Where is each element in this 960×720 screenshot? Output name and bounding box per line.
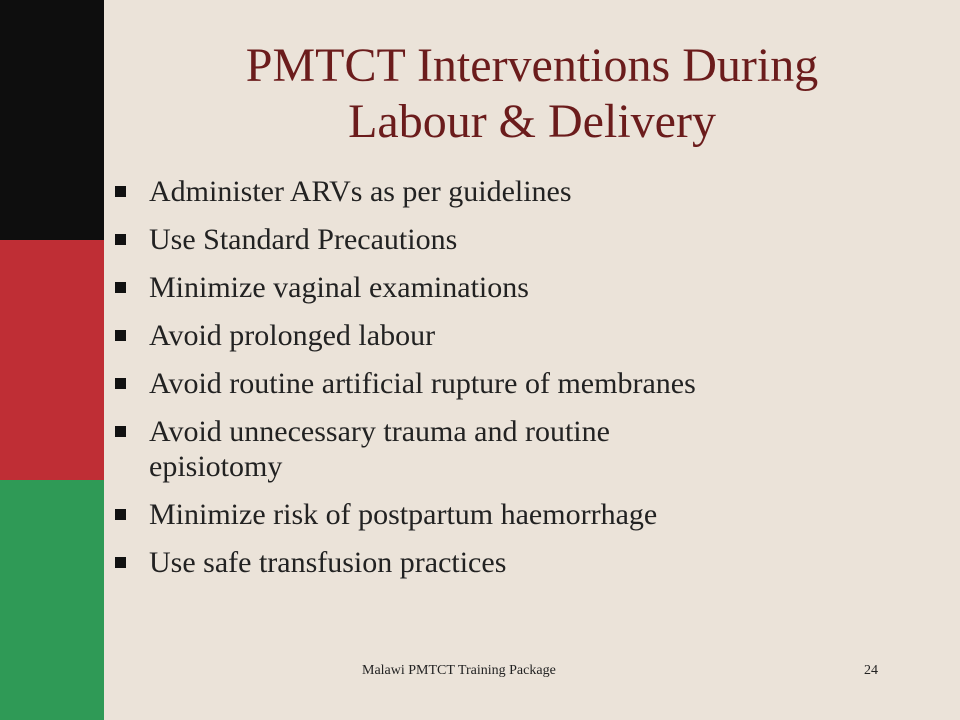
bullet-text: Minimize risk of postpartum haemorrhage [149,498,658,531]
square-bullet-icon [115,234,126,245]
bullet-list [115,174,895,593]
square-bullet-icon [115,378,126,389]
bullet-item [115,545,895,580]
bullet-item [115,222,895,257]
bullet-item [115,414,749,484]
square-bullet-icon [115,330,126,341]
bullet-text: Use safe transfusion practices [149,546,507,579]
side-stripe-black [0,0,104,240]
side-stripe-red [0,240,104,480]
bullet-text: Administer ARVs as per guidelines [149,175,572,208]
square-bullet-icon [115,509,126,520]
bullet-item [115,318,895,353]
bullet-item [115,270,895,305]
bullet-text: Minimize vaginal examinations [149,271,529,304]
square-bullet-icon [115,186,126,197]
bullet-item [115,497,895,532]
bullet-text: Avoid routine artificial rupture of membranes [149,367,696,400]
side-stripe-green [0,480,104,720]
footer-text: Malawi PMTCT Training Package [362,663,556,678]
page-number: 24 [864,663,878,678]
bullet-item [115,174,895,209]
bullet-text: Use Standard Precautions [149,223,458,256]
slide-title-line-1: PMTCT Interventions During [245,39,819,92]
slide-title-line-2: Labour & Delivery [348,95,716,148]
bullet-text: Avoid prolonged labour [149,319,436,352]
bullet-text: Avoid unnecessary trauma and routine episiotomy [149,415,610,483]
slide-title [104,38,960,150]
bullet-item [115,366,895,401]
square-bullet-icon [115,426,126,437]
square-bullet-icon [115,557,126,568]
square-bullet-icon [115,282,126,293]
